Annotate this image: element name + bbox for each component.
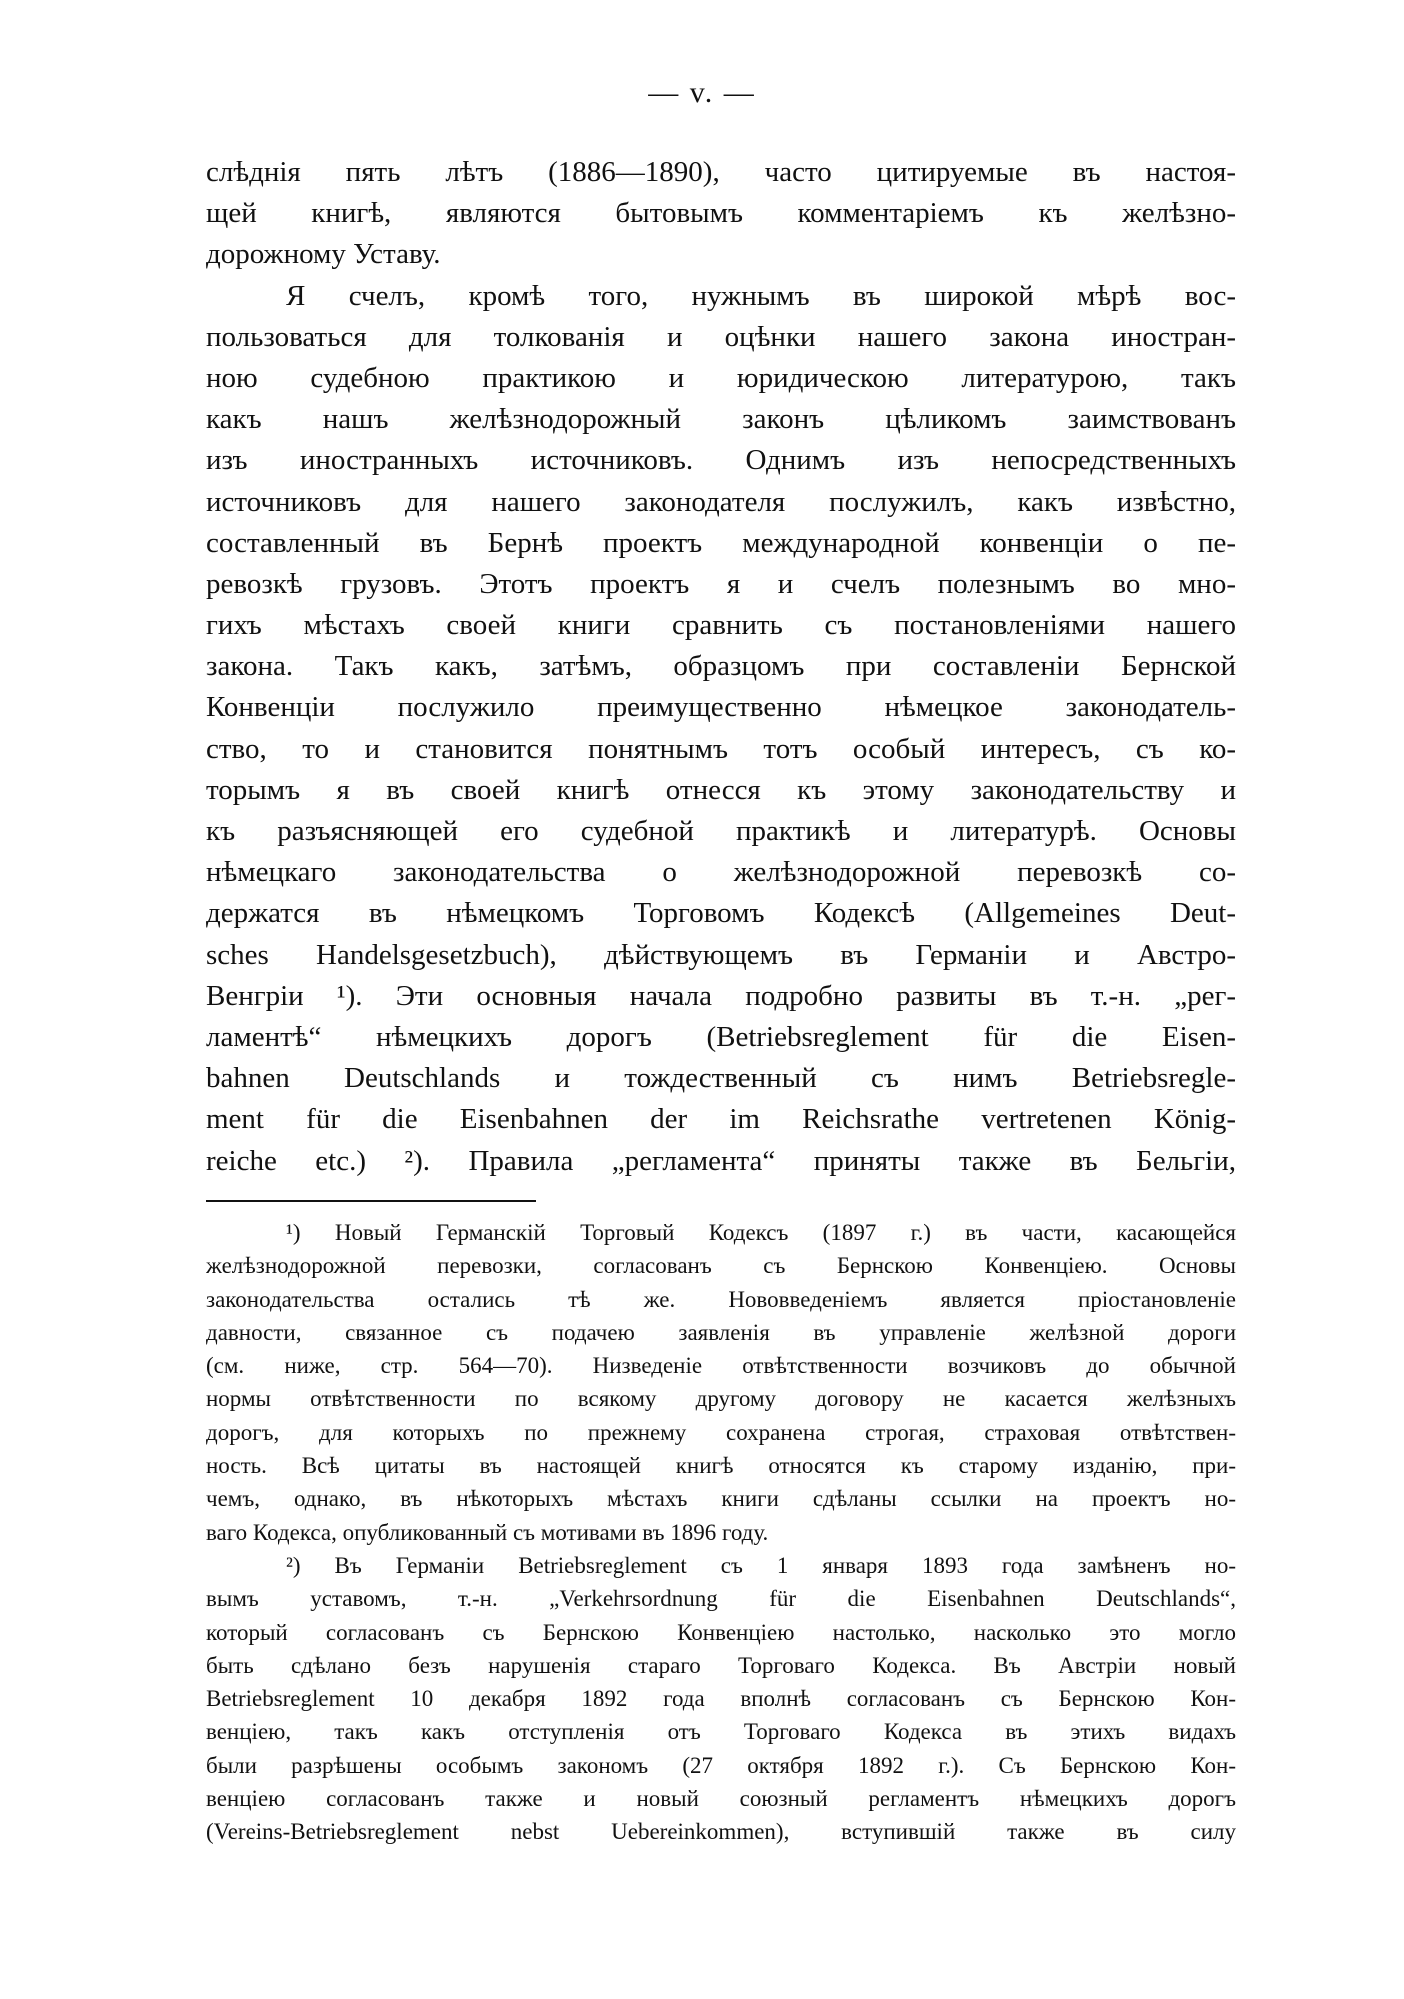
footnote-line: ность. Всѣ цитаты въ настоящей книгѣ относятся къ старому изданію, при- — [206, 1453, 1236, 1479]
footnote-line: нормы отвѣтственности по всякому другому договору не касается желѣзныхъ — [206, 1386, 1236, 1412]
body-line: изъ иностранныхъ источниковъ. Однимъ изъ непосредственныхъ — [206, 444, 1236, 477]
body-line: къ разъясняющей его судебной практикѣ и литературѣ. Основы — [206, 815, 1236, 847]
footnote-line: законодательства остались тѣ же. Нововведеніемъ является пріостановленіе — [206, 1286, 1236, 1312]
body-line: Венгріи ¹). Эти основныя начала подробно развиты въ т.-н. „рег- — [206, 979, 1236, 1012]
body-line: ment für die Eisenbahnen der im Reichsrathe vertretenen König- — [206, 1103, 1236, 1136]
footnotes — [206, 1216, 1236, 1849]
footnote-line: ¹) Новый Германскій Торговый Кодексъ (1897 г.) въ части, касающейся — [286, 1220, 1236, 1245]
footnote-line: (Vereins-Betriebsreglement nebst Uebereinkommen), вступившій также въ силу — [206, 1819, 1236, 1845]
footnote-line: давности, связанное съ подачею заявленія въ управленіе желѣзной дороги — [206, 1319, 1236, 1345]
body-line: торымъ я въ своей книгѣ отнесся къ этому законодательству и — [206, 773, 1236, 806]
body-line: слѣднія пять лѣтъ (1886—1890), часто цитируемые въ настоя- — [206, 156, 1236, 188]
body-line: Конвенціи послужило преимущественно нѣмецкое законодатель- — [206, 691, 1236, 724]
body-line: гихъ мѣстахъ своей книги сравнить съ постановленіями нашего — [206, 609, 1236, 642]
page-number: — v. — — [648, 76, 756, 109]
body-line: Я счелъ, кромѣ того, нужнымъ въ широкой мѣрѣ вос- — [286, 279, 1236, 312]
footnote-line: венціею, такъ какъ отступленія отъ Торговаго Кодекса въ этихъ видахъ — [206, 1719, 1236, 1745]
footnote-line: вымъ уставомъ, т.-н. „Verkehrsordnung für die Eisenbahnen Deutschlands“, — [206, 1586, 1236, 1612]
footnote-line: ваго Кодекса, опубликованный съ мотивами въ 1896 году. — [206, 1519, 769, 1545]
body-line: ною судебною практикою и юридическою литературою, такъ — [206, 361, 1236, 394]
footnote-line: ²) Въ Германіи Betriebsreglement съ 1 января 1893 года замѣненъ но- — [286, 1552, 1236, 1578]
body-line: ство, то и становится понятнымъ тотъ особый интересъ, съ ко- — [206, 732, 1236, 765]
body-line: bahnen Deutschlands и тождественный съ нимъ Betriebsregle- — [206, 1062, 1236, 1095]
footnote-line: быть сдѣлано безъ нарушенія стараго Торговаго Кодекса. Въ Австріи новый — [206, 1652, 1236, 1678]
footnote-line: венціею согласованъ также и новый союзный регламентъ нѣмецкихъ дорогъ — [206, 1786, 1236, 1812]
body-line: щей книгѣ, являются бытовымъ комментаріемъ къ желѣзно- — [206, 197, 1236, 230]
footnote-line: желѣзнодорожной перевозки, согласованъ съ Бернскою Конвенціею. Основы — [206, 1253, 1236, 1279]
footnote-line: были разрѣшены особымъ закономъ (27 октября 1892 г.). Съ Бернскою Кон- — [206, 1752, 1236, 1778]
body-line: пользоваться для толкованія и оцѣнки нашего закона иностран- — [206, 320, 1236, 353]
body-line: закона. Такъ какъ, затѣмъ, образцомъ при составленіи Бернской — [206, 650, 1236, 683]
footnote-line: чемъ, однако, въ нѣкоторыхъ мѣстахъ книги сдѣланы ссылки на проектъ но- — [206, 1486, 1236, 1512]
footnote-line: дорогъ, для которыхъ по прежнему сохранена строгая, страховая отвѣтствен- — [206, 1419, 1236, 1445]
body-line: составленный въ Бернѣ проектъ международной конвенціи о пе- — [206, 526, 1236, 559]
body-line: дорожному Уставу. — [206, 238, 441, 271]
body-line: источниковъ для нашего законодателя послужилъ, какъ извѣстно, — [206, 485, 1236, 518]
body-line: нѣмецкаго законодательства о желѣзнодорожной перевозкѣ со- — [206, 856, 1236, 889]
body-line: sches Handelsgesetzbuch), дѣйствующемъ въ Германіи и Австро- — [206, 938, 1236, 971]
footnote-divider — [206, 1200, 536, 1202]
body-line: держатся въ нѣмецкомъ Торговомъ Кодексѣ (Allgemeines Deut- — [206, 897, 1236, 930]
footnote-line: Betriebsreglement 10 декабря 1892 года вполнѣ согласованъ съ Бернскою Кон- — [206, 1686, 1236, 1712]
body-line: reiche etc.) ²). Правила „регламента“ приняты также въ Бельгіи, — [206, 1144, 1236, 1177]
footnote-line: (см. ниже, стр. 564—70). Низведеніе отвѣтственности возчиковъ до обычной — [206, 1353, 1236, 1379]
body-line: какъ нашъ желѣзнодорожный законъ цѣликомъ заимствованъ — [206, 403, 1236, 436]
body-line: ревозкѣ грузовъ. Этотъ проектъ я и счелъ полезнымъ во мно- — [206, 567, 1236, 600]
footnote-line: который согласованъ съ Бернскою Конвенціею настолько, насколько это могло — [206, 1619, 1236, 1645]
body-line: ламентѣ“ нѣмецкихъ дорогъ (Betriebsreglement für die Eisen- — [206, 1020, 1236, 1053]
body-text — [206, 152, 1236, 1182]
